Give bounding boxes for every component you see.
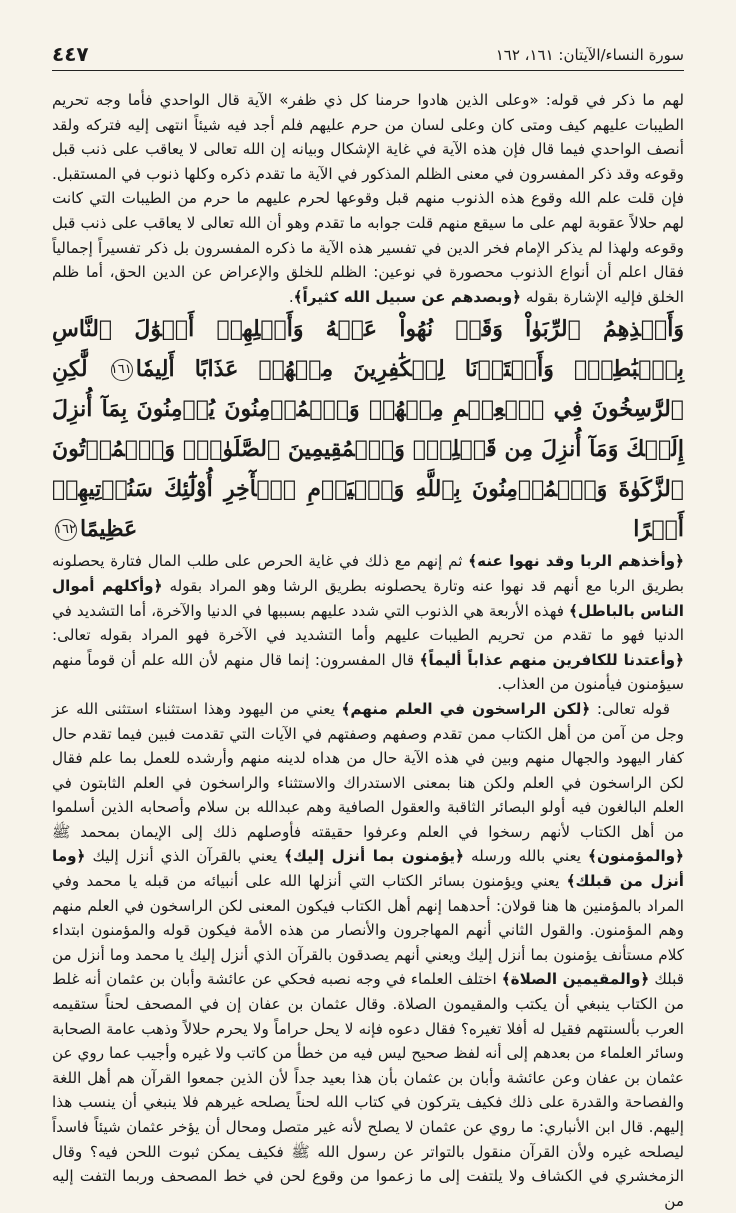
commentary-text: يعني بالله ورسله <box>463 847 589 866</box>
verse-162: لَّٰكِنِ ٱلرَّٰسِخُونَ فِي ٱلۡعِلۡمِ مِنۡهُمۡ وَٱلۡمُؤۡمِنُونَ يُؤۡمِنُونَ بِمَآ أُنزِلَ إِلَيۡكَ وَمَآ أُنزِلَ مِن قَبۡلِكَۚ وَٱلۡمُقِيمِينَ ٱلصَّلَوٰةَۚ وَٱلۡمُؤۡتُونَ ٱلزَّكَوٰةَ وَٱلۡمُؤۡمِنُونَ بِٱللَّهِ وَٱلۡيَوۡمِ ٱلۡأٓخِرِ أُوْلَٰٓئِكَ سَنُؤۡتِيهِمۡ أَجۡرًا عَظِيمًا <box>52 356 684 543</box>
ayah-number-162: ١٦٢ <box>55 519 77 541</box>
quran-quote: ﴿وأكلهم أموال الناس بالباطل﴾ <box>52 576 685 620</box>
quran-quote: ﴿والمؤمنون﴾ <box>588 847 684 866</box>
paragraph-2 <box>52 549 684 697</box>
commentary-text: قوله تعالى: <box>590 699 670 718</box>
quran-quote: ﴿وأخذهم الربا وقد نهوا عنه﴾ <box>468 552 684 571</box>
quran-quote: ﴿والمقيمين الصلاة﴾ <box>501 970 650 989</box>
paragraph-1 <box>52 88 684 309</box>
ayah-number-161: ١٦١ <box>111 359 133 381</box>
header-rule <box>52 70 684 71</box>
commentary-text: فهذه الأربعة هي الذنوب التي شدد عليهم بسببها في الدنيا والآخرة، أما التشديد في الدنيا فهو ما تقدم من تحريم الطيبات عليهم وأما التشديد في الآخرة فهو المراد بقوله تعالى: <box>52 601 684 645</box>
verse-161: وَأَخۡذِهِمُ ٱلرِّبَوٰاْ وَقَدۡ نُهُواْ عَنۡهُ وَأَكۡلِهِمۡ أَمۡوَٰلَ ٱلنَّاسِ بِٱلۡبَٰطِلِۚ وَأَعۡتَدۡنَا لِلۡكَٰفِرِينَ مِنۡهُمۡ عَذَابًا أَلِيمٗا <box>52 316 684 383</box>
running-title: سورة النساء/الآيتان: ١٦١، ١٦٢ <box>488 46 684 64</box>
page-body <box>52 88 685 1210</box>
commentary-text: اختلف العلماء في وجه نصبه فحكي عن عائشة وأبان بن عثمان أنه غلط من الكتاب ينبغي أن يكتب والمقيمون الصلاة. وقال عثمان بن عفان إن في المصحف لحناً ستقيمه العرب بألسنتهم فقيل له أفلا تغيره؟ فقال دعوه فإنه لا يحل حراماً ولا يحرم حلالاً وذهب عامة الصحابة وسائر العلماء من بعدهم إلى أنه لفظ صحيح ليس فيه من خطأ من كاتب ولا غيره وأجيب عما روي عن عثمان بن عفان وعن عائشة وأبان بن عثمان بأن هذا بعيد جداً لأن الذين جمعوا القرآن هم أهل اللغة والفصاحة والقدرة على ذلك فكيف يتركون في كتاب الله لحناً يصلحه غيرهم فلا ينبغي أن ينسب هذا إليهم. قال ابن الأنباري: ما روي عن عثمان لا يصلح لأنه غير متصل ومحال أن يؤخر عثمان شيئاً فاسداً ليصلحه غيره ولأن القرآن منقول بالتواتر عن رسول الله ﷺ فكيف يمكن ثبوت اللحن فيه؟ وقال الزمخشري في الكشاف ولا يلتفت إلى ما زعموا من وقوع لحن في خط المصحف وربما التفت إليه من <box>52 970 684 1210</box>
commentary-text: قال المفسرون: إنما قال منهم لأن الله علم أن قوماً منهم سيؤمنون فيأمنون من العذاب. <box>52 650 684 694</box>
paragraph-1-end: . <box>288 287 294 306</box>
commentary-text: ثم إنهم مع ذلك في غاية الحرص على طلب المال فتارة يحصلونه بطريق الربا مع أنهم قد نهوا عنه وتارة يحصلونه بطريق الرشا وهو المراد بقوله <box>52 552 684 595</box>
commentary-text: يعني بالقرآن الذي أنزل إليك <box>85 847 285 866</box>
quran-quote: ﴿وما أنزل من قبلك﴾ <box>52 847 684 891</box>
quran-quote: ﴿يؤمنون بما أنزل إليك﴾ <box>284 847 464 866</box>
quran-verse-block <box>52 309 684 549</box>
quran-quote: ﴿وأعتدنا للكافرين منهم عذاباً أليماً﴾ <box>419 650 684 669</box>
commentary-text: يعني من اليهود وهذا استثناء استثنى الله عز وجل من آمن من أهل الكتاب ممن تقدم وصفهم وصفتهم في الآيات التي تقدمت فبين فيما تقدم حال كفار اليهود والجهال منهم وبين في هذه الآية حال من هداه لدينه منهم وأرشده للعمل بما علم فقال لكن الراسخون في العلم ولكن هنا بمعنى الاستدراك والاستثناء والراسخون في العلم الثابتون في العلم البالغون فيه أولو البصائر الثاقبة والعقول الصافية وهم عبدالله بن سلام وأصحابه الذين أسلموا من أهل الكتاب لأنهم رسخوا في العلم وعرفوا حقيقته فأوصلهم ذلك إلى الإيمان بمحمد ﷺ <box>52 699 684 841</box>
quran-quote: ﴿وبصدهم عن سبيل الله كثيراً﴾ <box>293 287 522 306</box>
page-number: ٤٤٧ <box>52 42 97 66</box>
paragraph-1-text: لهم ما ذكر في قوله: «وعلى الذين هادوا حرمنا كل ذي ظفر» الآية قال الواحدي فأما وجه تحريم الطيبات عليهم كيف ومتى كان وعلى لسان من حرم عليهم فلم أجد فيه شيئاً انتهى إليه فتركه ولقد أنصف الواحدي فيما قال فإن هذه الآية في غاية الإشكال وبيانه إن الله تعالى لا يعاقب على ذنب قبل وقوعه وقد ذكر المفسرون في معنى الظلم المذكور في الآية ما تقدم ذكره وكلها ذنوب في المستقبل. فإن قلت علم الله وقوع هذه الذنوب منهم قبل وقوعها لحرم عليهم ما حرم من الطيبات التي كانت لهم حلالاً عقوبة لهم على ما سيقع منهم قلت جوابه ما تقدم وهو أن الله تعالى لا يعاقب على ذنب قبل وقوعه ولهذا لم يذكر الإمام فخر الدين في تفسير هذه الآية ما ذكره المفسرون بل ذكر تفسيراً إجمالياً فقال اعلم أن أنواع الذنوب محصورة في نوعين: الظلم للخلق والإعراض عن الدين الحق، أما ظلم الخلق فإليه الإشارة بقوله <box>52 91 684 306</box>
page-header <box>52 40 684 74</box>
commentary-text: يعني ويؤمنون بسائر الكتاب التي أنزلها الله على أنبيائه من قبله يا محمد وفي المراد بالمؤمنين ها هنا قولان: أحدهما إنهم أهل الكتاب فيكون المعنى لكن الراسخون في العلم منهم وهم المؤمنون. والقول الثاني أنهم المهاجرون والأنصار من هذه الأمة فيكون قوله والمؤمنون ابتداء كلام مستأنف يؤمنون بما أنزل إليك ويعني أنهم يصدقون بالقرآن الذي أنزل إليك يا محمد وما أنزل من قبلك <box>52 872 685 989</box>
quran-quote: ﴿لكن الراسخون في العلم منهم﴾ <box>341 699 591 718</box>
paragraph-3 <box>52 697 684 1213</box>
